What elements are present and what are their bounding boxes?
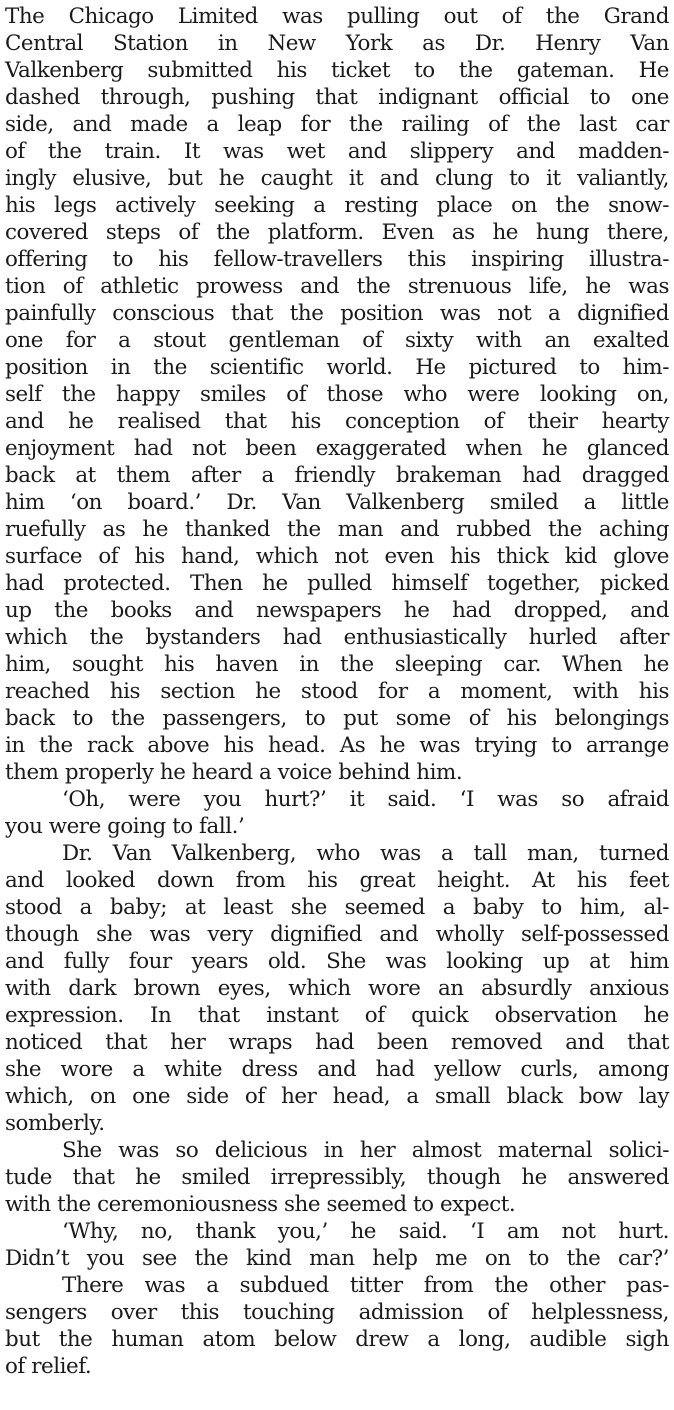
text-line: of relief. (5, 1354, 92, 1379)
text-line: painfully conscious that the position was not a dignified (5, 301, 669, 326)
text-line: ruefully as he thanked the man and rubbed the aching (5, 517, 669, 542)
text-line: Didn’t you see the kind man help me on to the car?’ (5, 1246, 669, 1271)
text-line: had protected. Then he pulled himself together, picked (5, 571, 669, 596)
text-line: The Chicago Limited was pulling out of the Grand (5, 4, 669, 29)
text-line: There was a subdued titter from the other pas- (62, 1273, 669, 1298)
text-line: back at them after a friendly brakeman had dragged (5, 463, 669, 488)
text-line: Central Station in New York as Dr. Henry Van (5, 31, 669, 56)
text-line: him ‘on board.’ Dr. Van Valkenberg smiled a little (5, 490, 669, 515)
text-line: back to the passengers, to put some of his belongings (5, 706, 669, 731)
text-line: She was so delicious in her almost maternal solici- (62, 1138, 669, 1163)
text-line: with dark brown eyes, which wore an absurdly anxious (5, 976, 669, 1001)
text-line: side, and made a leap for the railing of the last car (5, 112, 669, 137)
text-line: sengers over this touching admission of helplessness, (5, 1300, 669, 1325)
text-line: position in the scientific world. He pictured to him- (5, 355, 669, 380)
text-line: Valkenberg submitted his ticket to the gateman. He (5, 58, 669, 83)
text-line: Dr. Van Valkenberg, who was a tall man, turned (62, 841, 669, 866)
text-line: somberly. (5, 1111, 105, 1136)
text-line: but the human atom below drew a long, audible sigh (5, 1327, 669, 1352)
text-line: up the books and newspapers he had dropped, and (5, 598, 669, 623)
text-line: his legs actively seeking a resting place on the snow- (5, 193, 669, 218)
text-line: ‘Oh, were you hurt?’ it said. ‘I was so afraid (62, 787, 669, 812)
text-line: expression. In that instant of quick observation he (5, 1003, 669, 1028)
text-line: tude that he smiled irrepressibly, though he answered (5, 1165, 669, 1190)
text-line: of the train. It was wet and slippery and madden- (5, 139, 669, 164)
text-line: though she was very dignified and wholly self-possessed (5, 922, 669, 947)
text-line: with the ceremoniousness she seemed to expect. (5, 1192, 516, 1217)
text-line: ingly elusive, but he caught it and clung to it valiantly, (5, 166, 669, 191)
text-line: self the happy smiles of those who were looking on, (5, 382, 669, 407)
text-line: offering to his fellow-travellers this inspiring illustra- (5, 247, 669, 272)
text-line: tion of athletic prowess and the strenuous life, he was (5, 274, 669, 299)
text-line: in the rack above his head. As he was trying to arrange (5, 733, 669, 758)
text-line: dashed through, pushing that indignant official to one (5, 85, 669, 110)
text-line: and he realised that his conception of their hearty (5, 409, 669, 434)
text-line: them properly he heard a voice behind him. (5, 760, 463, 785)
text-line: and looked down from his great height. At his feet (5, 868, 669, 893)
text-line: noticed that her wraps had been removed and that (5, 1030, 669, 1055)
text-line: you were going to fall.’ (5, 814, 245, 839)
text-line: stood a baby; at least she seemed a baby to him, al- (5, 895, 669, 920)
text-line: reached his section he stood for a moment, with his (5, 679, 669, 704)
text-line: which the bystanders had enthusiastically hurled after (5, 625, 669, 650)
text-line: surface of his hand, which not even his thick kid glove (5, 544, 669, 569)
text-line: and fully four years old. She was looking up at him (5, 949, 669, 974)
text-line: enjoyment had not been exaggerated when he glanced (5, 436, 669, 461)
text-line: which, on one side of her head, a small black bow lay (5, 1084, 669, 1109)
text-line: covered steps of the platform. Even as he hung there, (5, 220, 669, 245)
text-line: him, sought his haven in the sleeping car. When he (5, 652, 669, 677)
text-line: she wore a white dress and had yellow curls, among (5, 1057, 669, 1082)
text-line: one for a stout gentleman of sixty with an exalted (5, 328, 669, 353)
text-line: ‘Why, no, thank you,’ he said. ‘I am not hurt. (62, 1219, 669, 1244)
